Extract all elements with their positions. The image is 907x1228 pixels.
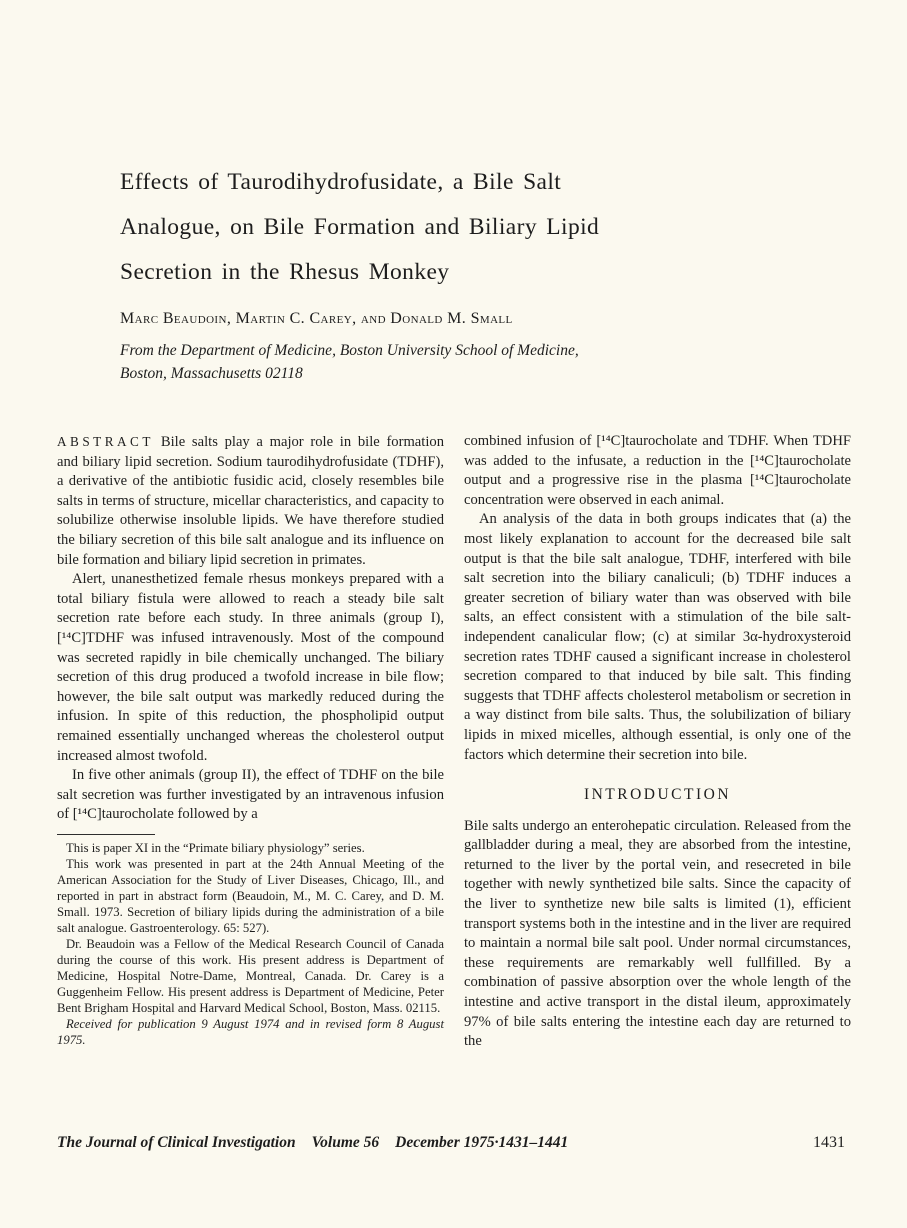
page-title [120,160,720,295]
footnotes-block [57,840,444,1048]
affiliation [120,340,720,385]
journal-citation [57,1134,568,1152]
affiliation-line-2: Boston, Massachusetts 02118 [120,364,303,382]
page-footer [57,1134,845,1152]
authors-line: Marc Beaudoin, Martin C. Carey, and Donald M. Small [120,310,513,327]
abstract-paragraph-1-text: Bile salts play a major role in bile formation and biliary lipid secretion. Sodium taurodihydrofusidate (TDHF), a derivative of the antibiotic fusidic acid, closely resembles bile salts in terms of structure, micellar characteristics, and capacity to solubilize otherwise insoluble lipids. We have therefore studied the biliary secretion of this bile salt analogue and its influence on bile formation and biliary lipid secretion in primates. [57,434,444,568]
two-column-body [57,432,851,1052]
affiliation-line-1: From the Department of Medicine, Boston University School of Medicine, [120,342,579,359]
left-column [57,432,444,1052]
page-title-line-2: Analogue, on Bile Formation and Biliary Lipid [120,214,600,240]
journal-volume: Volume 56 [311,1134,380,1151]
abstract-analysis-paragraph: An analysis of the data in both groups indicates that (a) the most likely explanation to account for the decreased bile salt output is that the bile salt analogue, TDHF, interfered with bile salt secretion into the biliary canaliculi; (b) TDHF induces a greater secretion of biliary water than was observed with bile salts, an effect consistent with a stimulation of the bile salt-independent canalicular flow; (c) at similar 3α-hydroxysteroid secretion rates TDHF caused a significant increase in cholesterol secretion compared to that induced by bile salt. This finding suggests that TDHF affects cholesterol metabolism or secretion in a way distinct from bile salts. Thus, the solubilization of biliary lipids in mixed micelles, although essential, is only one of the factors which determine their secretion into bile. [464,511,851,763]
journal-date-pages: December 1975·1431–1441 [395,1134,569,1151]
right-column [464,432,851,1052]
abstract-paragraph-3: In five other animals (group II), the effect of TDHF on the bile salt secretion was further investigated by an intravenous infusion of [¹⁴C]taurocholate followed by a [57,767,444,823]
footnote-series: This is paper XI in the “Primate biliary physiology” series. [66,840,365,855]
footnote-divider [57,834,155,835]
journal-name: The Journal of Clinical Investigation [57,1134,296,1151]
abstract-label: ABSTRACT [57,434,154,449]
page-title-line-3: Secretion in the Rhesus Monkey [120,259,450,285]
footnote-presentation: This work was presented in part at the 24th Annual Meeting of the American Association for the Study of Liver Diseases, Chicago, Ill., and reported in part in abstract form (Beaudoin, M., M. C. Carey, and D. M. Small. 1973. Secretion of biliary lipids during the administration of a bile salt analogue. Gastroenterology. 65: 527). [57,856,444,935]
page-title-line-1: Effects of Taurodihydrofusidate, a Bile Salt [120,169,562,195]
introduction-paragraph-1: Bile salts undergo an enterohepatic circulation. Released from the gallbladder during a meal, they are absorbed from the intestine, returned to the liver by the portal vein, and resecreted in bile together with newly synthetized bile salts. Since the capacity of the liver to synthetize new bile salts is limited (1), efficient transport systems both in the intestine and in the liver are required to maintain a normal bile salt pool. Under normal circumstances, these requirements are remarkably well fullfilled. By a combination of passive absorption over the whole length of the intestine and active transport in the distal ileum, approximately 97% of bile salts entering the intestine each day are returned to the [464,817,851,1050]
introduction-heading: INTRODUCTION [583,786,732,804]
abstract-paragraph-2: Alert, unanesthetized female rhesus monkeys prepared with a total biliary fistula were allowed to reach a steady bile salt secretion rate before each study. In three animals (group I), [¹⁴C]TDHF was infused intravenously. Most of the compound was secreted rapidly in bile chemically unchanged. The biliary secretion of this drug produced a twofold increase in bile flow; however, the bile salt output was markedly reduced during the infusion. In spite of this reduction, the phospholipid output remained essentially unchanged whereas the cholesterol output increased almost twofold. [57,571,444,764]
page-number: 1431 [813,1134,845,1151]
abstract-paragraph-1 [57,432,444,570]
abstract-continued-paragraph: combined infusion of [¹⁴C]taurocholate and TDHF. When TDHF was added to the infusate, a reduction in the [¹⁴C]taurocholate output and a progressive rise in the plasma [¹⁴C]taurocholate concentration were observed in each animal. [464,433,851,508]
footnote-received-date: Received for publication 9 August 1974 and in revised form 8 August 1975. [57,1016,444,1047]
footnote-author-addresses: Dr. Beaudoin was a Fellow of the Medical Research Council of Canada during the course of this work. His present address is Department of Medicine, Hospital Notre-Dame, Montreal, Canada. Dr. Carey is a Guggenheim Fellow. His present address is Department of Medicine, Peter Bent Brigham Hospital and Harvard Medical School, Boston, Mass. 02115. [57,936,444,1015]
title-block [120,160,720,385]
